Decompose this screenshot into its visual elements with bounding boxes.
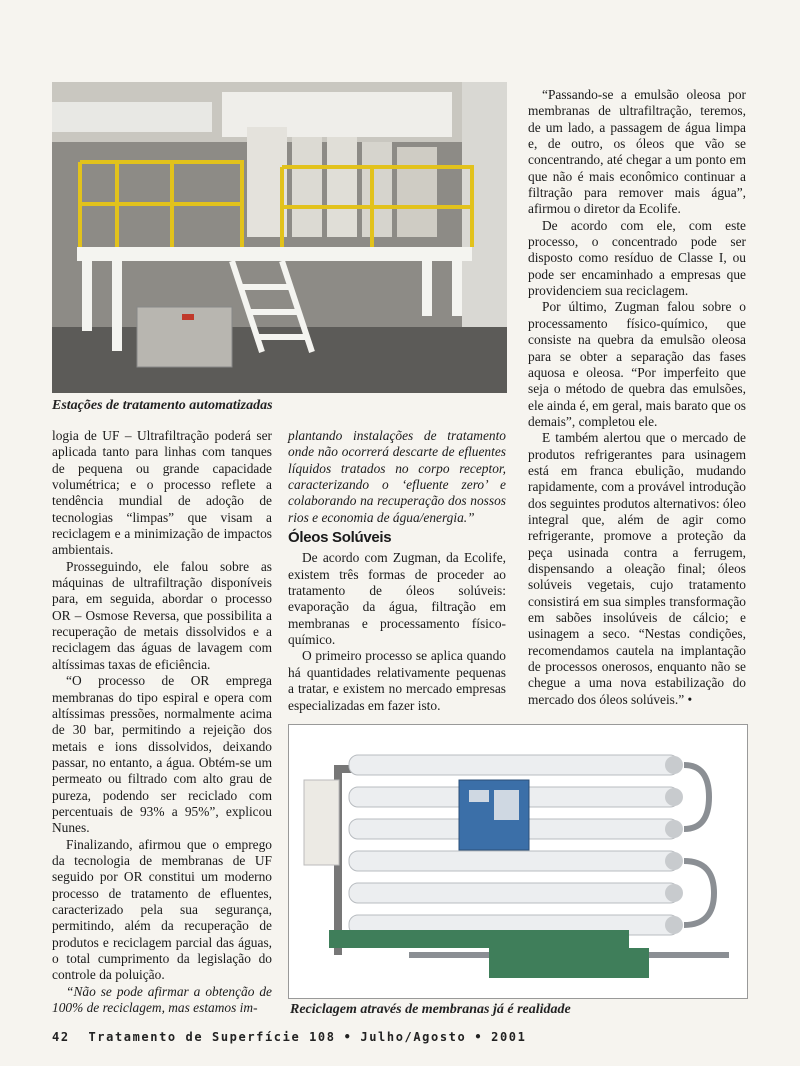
issue-year: 2001 — [491, 1030, 527, 1044]
bottom-photo-caption: Reciclagem através de membranas já é realidade — [290, 1002, 571, 1017]
magazine-title: Tratamento de Superfície 108 — [88, 1030, 336, 1044]
paragraph: “O processo de OR emprega membranas do tipo espiral e opera com altíssimas pressões, normalmente acima de 30 bar, permitindo a rejeição dos metais e ions dissolvidos, deixando passar, no entanto, a água. Obtém-se um permeato ou filtrado com alto grau de pureza, podendo ser reciclado com percentuais de 93% a 95%”, explicou Nunes. — [52, 673, 272, 836]
paragraph: De acordo com ele, com este processo, o concentrado pode ser disposto como resíduo de Classe I, ou pode ser encaminhado a empresas que providenciem sua reciclagem. — [528, 217, 746, 299]
top-photo-caption: Estações de tratamento automatizadas — [52, 398, 273, 413]
column-3 — [528, 87, 746, 708]
paragraph: plantando instalações de tratamento onde não ocorrerá descarte de efluentes líquidos tratados no corpo receptor, caracterizando o ‘efluente zero’ e colaborando na recuperação dos nossos rios e economia de água/energia.” — [288, 428, 506, 525]
column-1 — [52, 428, 272, 1016]
page-footer: 42 Tratamento de Superfície 108 • Julho/Agosto • 2001 — [52, 1030, 527, 1044]
column-2 — [288, 428, 506, 714]
paragraph: “Não se pode afirmar a obtenção de 100% de reciclagem, mas estamos im- — [52, 983, 272, 1016]
issue-months: Julho/Agosto — [360, 1030, 467, 1044]
treatment-stations-photo — [52, 82, 507, 393]
paragraph: O primeiro processo se aplica quando há quantidades relativamente pequenas a tratar, e existem no mercado empresas especializadas em fazer isto. — [288, 648, 506, 713]
paragraph: E também alertou que o mercado de produtos refrigerantes para usinagem está em franca ebulição, mudando rapidamente, com a provável introdução dos seguintes produtos alternativos: óleo integral que, além de agir como refrigerante, promove a proteção da peça usinada contra a ferrugem, dispensando a oleação final; óleos solúveis vegetais, cujo tratamento consistirá em sua simples transformação em sabões insolúveis de cálcio; e usinagem a seco. “Nestas condições, recomendamos cautela na implantação de processos onerosos, enquanto não se chegue a uma nova estabilização do mercado dos óleos solúveis.” • — [528, 430, 746, 707]
section-heading: Óleos Solúveis — [288, 529, 392, 547]
paragraph: Prosseguindo, ele falou sobre as máquinas de ultrafiltração disponíveis para, em seguida, abordar o processo OR – Osmose Reversa, que possibilita a recuperação de metais dissolvidos e a reciclagem das águas de lavagem com altíssimas taxas de eficiência. — [52, 558, 272, 672]
page-number: 42 — [52, 1030, 70, 1044]
paragraph: logia de UF – Ultrafiltração poderá ser aplicada tanto para linhas com tanques de pequena ou grande capacidade volumétrica; e o processo reflete a tendência mundial de adoção de tecnologias “limpas” que visam a reciclagem e a minimização de impactos ambientais. — [52, 428, 272, 558]
paragraph: Finalizando, afirmou que o emprego da tecnologia de membranas de UF seguido por OR constitui um moderno processo de tratamento de efluentes, caracterizado pela sua segurança, permitindo, além da recuperação de produtos e reciclagem parcial das águas, o total cumprimento da legislação do controle da poluição. — [52, 836, 272, 983]
paragraph: “Passando-se a emulsão oleosa por membranas de ultrafiltração, teremos, de um lado, a passagem de água limpa e, de outro, os óleos que vão se concentrando, até chegar a um ponto em que não é mais econômico continuar a filtração para remover mais água”, afirmou o diretor da Ecolife. — [528, 87, 746, 217]
paragraph: Por último, Zugman falou sobre o processamento físico-químico, que consiste na quebra da emulsão oleosa para se obter a separação das fases aquosa e oleosa. “Por imperfeito que seja o método de quebra das emulsões, ele ainda é, em geral, mais barato que os demais”, completou ele. — [528, 299, 746, 429]
membrane-system-photo — [288, 724, 748, 999]
paragraph: De acordo com Zugman, da Ecolife, existem três formas de proceder ao tratamento de óleos solúveis: evaporação da água, filtração em membranas e processamento físico-químico. — [288, 550, 506, 648]
